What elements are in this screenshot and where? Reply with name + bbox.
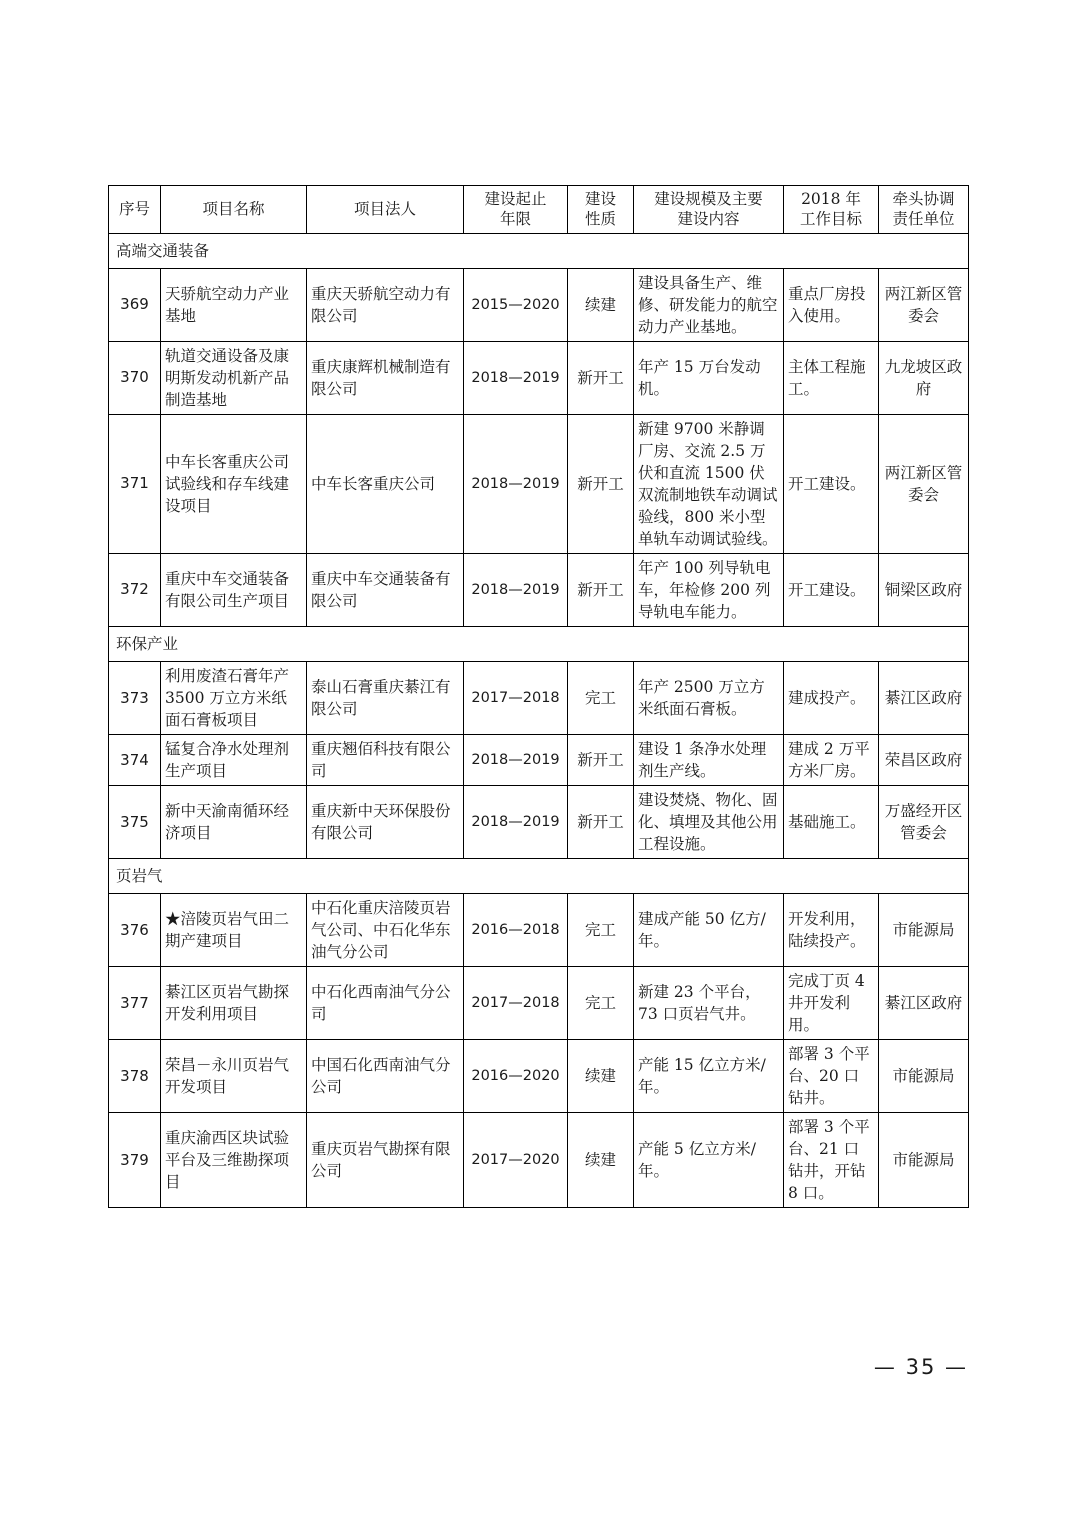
cell-project-name: 轨道交通设备及康明斯发动机新产品制造基地 [161, 342, 307, 415]
table-row [109, 269, 969, 342]
section-label-environmental-industry: 环保产业 [109, 627, 969, 662]
table-header-row [109, 186, 969, 234]
cell-seq: 374 [109, 735, 161, 786]
column-header-seq: 序号 [109, 186, 161, 234]
cell-construction-period: 2017—2020 [464, 1113, 568, 1208]
cell-construction-period: 2018—2019 [464, 342, 568, 415]
cell-construction-nature: 新开工 [568, 554, 634, 627]
cell-seq: 370 [109, 342, 161, 415]
column-header-construction-period-line2: 年限 [499, 210, 531, 229]
cell-2018-goal: 完成丁页 4 井开发利用。 [784, 967, 879, 1040]
cell-seq: 375 [109, 786, 161, 859]
cell-project-name: 锰复合净水处理剂生产项目 [161, 735, 307, 786]
cell-construction-nature: 完工 [568, 662, 634, 735]
cell-construction-period: 2018—2019 [464, 415, 568, 554]
cell-project-name: 綦江区页岩气勘探开发利用项目 [161, 967, 307, 1040]
cell-project-name: 利用废渣石膏年产 3500 万立方米纸面石膏板项目 [161, 662, 307, 735]
cell-2018-goal: 重点厂房投入使用。 [784, 269, 879, 342]
cell-responsible-unit: 两江新区管委会 [879, 269, 969, 342]
cell-project-name: 荣昌－永川页岩气开发项目 [161, 1040, 307, 1113]
cell-project-name: 重庆渝西区块试验平台及三维勘探项目 [161, 1113, 307, 1208]
column-header-scale-content [634, 186, 784, 234]
cell-legal-entity: 中石化重庆涪陵页岩气公司、中石化华东油气分公司 [307, 894, 464, 967]
page-number: — 35 — [873, 1355, 968, 1379]
cell-legal-entity: 中国石化西南油气分公司 [307, 1040, 464, 1113]
cell-legal-entity: 重庆天骄航空动力有限公司 [307, 269, 464, 342]
cell-seq: 378 [109, 1040, 161, 1113]
column-header-2018-goal-line1: 2018 年 [801, 190, 861, 208]
column-header-construction-nature-line2: 性质 [584, 210, 616, 229]
cell-project-name: 中车长客重庆公司试验线和存车线建设项目 [161, 415, 307, 554]
table-header [109, 186, 969, 234]
cell-seq: 376 [109, 894, 161, 967]
cell-scale-content: 新建 23 个平台，73 口页岩气井。 [634, 967, 784, 1040]
cell-scale-content: 年产 2500 万立方米纸面石膏板。 [634, 662, 784, 735]
section-label-shale-gas: 页岩气 [109, 859, 969, 894]
cell-scale-content: 建成产能 50 亿方/年。 [634, 894, 784, 967]
cell-construction-nature: 新开工 [568, 342, 634, 415]
table-row [109, 415, 969, 554]
cell-seq: 372 [109, 554, 161, 627]
cell-construction-nature: 完工 [568, 967, 634, 1040]
cell-construction-nature: 续建 [568, 1113, 634, 1208]
column-header-responsible-unit-line2: 责任单位 [892, 210, 955, 229]
cell-2018-goal: 建成 2 万平方米厂房。 [784, 735, 879, 786]
cell-construction-period: 2018—2019 [464, 786, 568, 859]
table-row [109, 554, 969, 627]
cell-construction-period: 2016—2018 [464, 894, 568, 967]
cell-scale-content: 产能 15 亿立方米/年。 [634, 1040, 784, 1113]
cell-legal-entity: 中车长客重庆公司 [307, 415, 464, 554]
cell-construction-nature: 续建 [568, 1040, 634, 1113]
cell-responsible-unit: 九龙坡区政府 [879, 342, 969, 415]
column-header-responsible-unit [879, 186, 969, 234]
cell-construction-nature: 新开工 [568, 786, 634, 859]
cell-project-name: 重庆中车交通装备有限公司生产项目 [161, 554, 307, 627]
cell-legal-entity: 重庆康辉机械制造有限公司 [307, 342, 464, 415]
cell-responsible-unit: 市能源局 [879, 1113, 969, 1208]
table-row [109, 786, 969, 859]
column-header-construction-nature [568, 186, 634, 234]
cell-legal-entity: 重庆中车交通装备有限公司 [307, 554, 464, 627]
cell-seq: 371 [109, 415, 161, 554]
table-row [109, 342, 969, 415]
cell-responsible-unit: 万盛经开区管委会 [879, 786, 969, 859]
cell-construction-period: 2015—2020 [464, 269, 568, 342]
cell-2018-goal: 基础施工。 [784, 786, 879, 859]
table-body [109, 233, 969, 1207]
cell-scale-content: 建设具备生产、维修、研发能力的航空动力产业基地。 [634, 269, 784, 342]
cell-construction-nature: 新开工 [568, 735, 634, 786]
table-row [109, 894, 969, 967]
cell-seq: 369 [109, 269, 161, 342]
cell-2018-goal: 开工建设。 [784, 554, 879, 627]
cell-scale-content: 年产 100 列导轨电车，年检修 200 列导轨电车能力。 [634, 554, 784, 627]
section-header-row [109, 627, 969, 662]
project-table [108, 185, 969, 1208]
section-header-row [109, 859, 969, 894]
cell-legal-entity: 重庆页岩气勘探有限公司 [307, 1113, 464, 1208]
cell-construction-period: 2018—2019 [464, 554, 568, 627]
cell-responsible-unit: 两江新区管委会 [879, 415, 969, 554]
cell-2018-goal: 主体工程施工。 [784, 342, 879, 415]
cell-2018-goal: 建成投产。 [784, 662, 879, 735]
section-header-row [109, 233, 969, 268]
cell-scale-content: 产能 5 亿立方米/年。 [634, 1113, 784, 1208]
cell-scale-content: 年产 15 万台发动机。 [634, 342, 784, 415]
cell-scale-content: 新建 9700 米静调厂房、交流 2.5 万伏和直流 1500 伏双流制地铁车动调试验线，800 米小型单轨车动调试验线。 [634, 415, 784, 554]
column-header-2018-goal-line2: 工作目标 [799, 210, 862, 229]
column-header-project-name: 项目名称 [161, 186, 307, 234]
cell-seq: 377 [109, 967, 161, 1040]
cell-construction-period: 2016—2020 [464, 1040, 568, 1113]
table-row [109, 735, 969, 786]
column-header-scale-content-line1: 建设规模及主要 [654, 190, 763, 208]
table-row [109, 967, 969, 1040]
column-header-responsible-unit-line1: 牵头协调 [892, 190, 955, 208]
cell-legal-entity: 中石化西南油气分公司 [307, 967, 464, 1040]
cell-construction-period: 2017—2018 [464, 662, 568, 735]
table-row [109, 1113, 969, 1208]
cell-responsible-unit: 荣昌区政府 [879, 735, 969, 786]
cell-project-name: ★涪陵页岩气田二期产建项目 [161, 894, 307, 967]
cell-responsible-unit: 市能源局 [879, 894, 969, 967]
cell-project-name: 新中天渝南循环经济项目 [161, 786, 307, 859]
cell-construction-period: 2017—2018 [464, 967, 568, 1040]
cell-responsible-unit: 綦江区政府 [879, 967, 969, 1040]
cell-scale-content: 建设 1 条净水处理剂生产线。 [634, 735, 784, 786]
cell-2018-goal: 部署 3 个平台、20 口钻井。 [784, 1040, 879, 1113]
cell-2018-goal: 开工建设。 [784, 415, 879, 554]
cell-responsible-unit: 市能源局 [879, 1040, 969, 1113]
column-header-scale-content-line2: 建设内容 [677, 210, 740, 229]
cell-responsible-unit: 铜梁区政府 [879, 554, 969, 627]
cell-project-name: 天骄航空动力产业基地 [161, 269, 307, 342]
project-table-container [108, 185, 968, 1208]
cell-scale-content: 建设焚烧、物化、固化、填埋及其他公用工程设施。 [634, 786, 784, 859]
cell-legal-entity: 重庆翘佰科技有限公司 [307, 735, 464, 786]
column-header-legal-entity: 项目法人 [307, 186, 464, 234]
cell-seq: 379 [109, 1113, 161, 1208]
cell-legal-entity: 泰山石膏重庆綦江有限公司 [307, 662, 464, 735]
table-row [109, 662, 969, 735]
cell-responsible-unit: 綦江区政府 [879, 662, 969, 735]
cell-2018-goal: 开发利用，陆续投产。 [784, 894, 879, 967]
section-label-high-end-transport: 高端交通装备 [109, 233, 969, 268]
cell-construction-period: 2018—2019 [464, 735, 568, 786]
column-header-2018-goal [784, 186, 879, 234]
cell-seq: 373 [109, 662, 161, 735]
cell-construction-nature: 续建 [568, 269, 634, 342]
column-header-construction-period-line1: 建设起止 [484, 190, 547, 208]
column-header-construction-period [464, 186, 568, 234]
cell-2018-goal: 部署 3 个平台、21 口钻井，开钻 8 口。 [784, 1113, 879, 1208]
cell-construction-nature: 新开工 [568, 415, 634, 554]
table-row [109, 1040, 969, 1113]
cell-legal-entity: 重庆新中天环保股份有限公司 [307, 786, 464, 859]
column-header-construction-nature-line1: 建设 [584, 190, 616, 208]
cell-construction-nature: 完工 [568, 894, 634, 967]
